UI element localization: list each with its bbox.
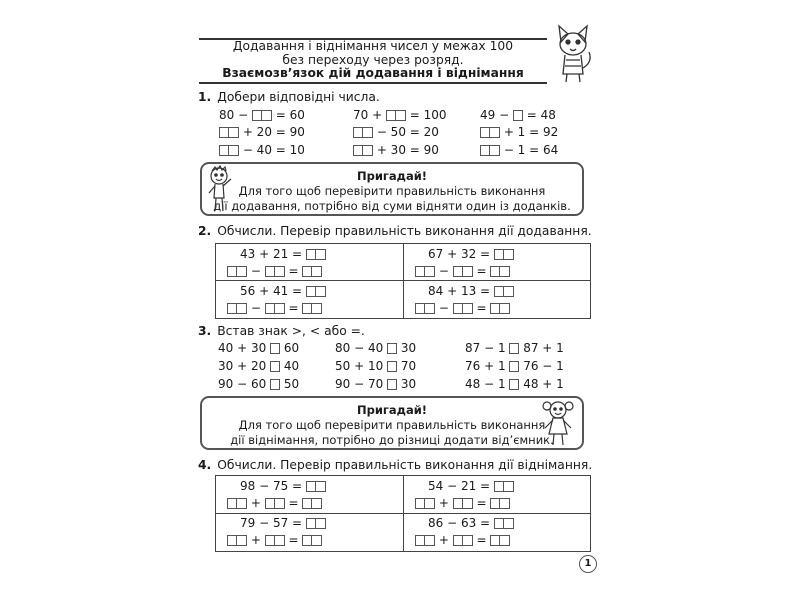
- comparison-right: 50: [280, 377, 300, 391]
- task-4-text: Обчисли. Перевір правильність виконання дії віднімання.: [217, 458, 593, 472]
- answer-box-cell: [490, 535, 500, 546]
- task-1-equation: [353, 125, 439, 139]
- task-3-comparison: [218, 341, 299, 355]
- comparison-left: 90 − 60: [218, 377, 271, 391]
- answer-box-cell: [275, 535, 285, 546]
- comparison-right: 60: [280, 341, 300, 355]
- answer-box-cell: [237, 266, 247, 277]
- task-2-heading: [198, 224, 592, 238]
- answer-box-cell: [509, 343, 519, 354]
- fox-mascot-icon: [553, 22, 593, 86]
- answer-box-cell: [270, 361, 280, 372]
- remember-2-title: Пригадай!: [356, 403, 428, 417]
- answer-box-cell: [415, 498, 425, 509]
- answer-box-cell: [227, 266, 237, 277]
- task-2-check-row: [415, 264, 510, 278]
- check-box-operand-2[interactable]: [453, 498, 473, 509]
- answer-box-cell: [265, 498, 275, 509]
- check-box-result[interactable]: [302, 535, 322, 546]
- check-box-operand-2[interactable]: [265, 498, 285, 509]
- answer-box[interactable]: [480, 127, 500, 138]
- sign-box[interactable]: [387, 379, 397, 390]
- task-3-comparison: [465, 377, 564, 391]
- answer-box-cell: [494, 481, 504, 492]
- answer-box[interactable]: [306, 518, 326, 529]
- answer-box-cell: [387, 379, 397, 390]
- answer-box-cell: [453, 535, 463, 546]
- sign-box[interactable]: [387, 361, 397, 372]
- check-box-result[interactable]: [302, 498, 322, 509]
- comparison-left: 90 − 70: [335, 377, 388, 391]
- answer-box-cell: [306, 286, 316, 297]
- expression-text: 43 + 21 =: [240, 247, 306, 261]
- check-box-result[interactable]: [302, 266, 322, 277]
- check-box-operand-1[interactable]: [415, 303, 435, 314]
- task-2-table-divider-v: [403, 244, 404, 318]
- answer-box-cell: [353, 127, 363, 138]
- answer-box[interactable]: [306, 249, 326, 260]
- answer-box-cell: [316, 481, 326, 492]
- answer-box-cell: [509, 361, 519, 372]
- answer-box-cell: [270, 379, 280, 390]
- answer-box-cell: [275, 303, 285, 314]
- answer-box[interactable]: [494, 286, 514, 297]
- task-4-expression: [240, 516, 326, 530]
- answer-box-cell: [504, 481, 514, 492]
- comparison-right: 87 + 1: [519, 341, 564, 355]
- remember-box-subtraction: [200, 396, 584, 450]
- answer-box-cell: [363, 127, 373, 138]
- answer-box-cell: [425, 266, 435, 277]
- answer-box-cell: [302, 498, 312, 509]
- task-2-expression: [428, 247, 514, 261]
- task-4-check-row: [227, 533, 322, 547]
- answer-box-cell: [500, 303, 510, 314]
- equation-text-right: + 1 = 92: [500, 125, 559, 139]
- task-4-number: 4.: [198, 458, 212, 472]
- answer-box-cell: [513, 110, 523, 121]
- expression-text: 79 − 57 =: [240, 516, 306, 530]
- comparison-right: 40: [280, 359, 300, 373]
- answer-box-cell: [490, 145, 500, 156]
- task-3-comparison: [465, 359, 564, 373]
- equals-sign: =: [284, 301, 303, 315]
- answer-box-cell: [316, 518, 326, 529]
- task-3-comparison: [218, 377, 299, 391]
- task-1-equation: [480, 125, 558, 139]
- girl-character-icon: [540, 398, 576, 448]
- equation-text-left: 49 −: [480, 108, 513, 122]
- check-box-result[interactable]: [490, 535, 510, 546]
- task-4-check-row: [415, 496, 510, 510]
- answer-box-cell: [387, 361, 397, 372]
- answer-box-cell: [270, 343, 280, 354]
- answer-box-cell: [504, 286, 514, 297]
- check-box-result[interactable]: [490, 266, 510, 277]
- equation-text-right: = 48: [522, 108, 556, 122]
- task-1-equation: [353, 143, 439, 157]
- comparison-right: 30: [397, 341, 417, 355]
- title-line-2: без переходу через розряд.: [282, 52, 464, 67]
- task-4-check-row: [227, 496, 322, 510]
- answer-box[interactable]: [219, 127, 239, 138]
- answer-box-cell: [415, 303, 425, 314]
- title-line-1: Додавання і віднімання чисел у межах 100: [232, 39, 514, 53]
- answer-box-cell: [316, 286, 326, 297]
- answer-box-cell: [252, 110, 262, 121]
- answer-box-cell: [500, 266, 510, 277]
- check-operator: +: [247, 533, 265, 547]
- answer-box-cell: [312, 498, 322, 509]
- answer-box[interactable]: [494, 481, 514, 492]
- answer-box[interactable]: [353, 127, 373, 138]
- remember-1-title: Пригадай!: [356, 169, 428, 183]
- equals-sign: =: [284, 264, 303, 278]
- task-3-heading: [198, 324, 365, 338]
- sign-box[interactable]: [509, 343, 519, 354]
- sign-box[interactable]: [387, 343, 397, 354]
- comparison-left: 50 + 10: [335, 359, 388, 373]
- task-3-comparison: [218, 359, 299, 373]
- equation-text-right: − 1 = 64: [500, 143, 559, 157]
- answer-box-cell: [237, 303, 247, 314]
- task-2-text: Обчисли. Перевір правильність виконання дії додавання.: [217, 224, 592, 238]
- remember-1-line-2: дії додавання, потрібно від суми відняти один із доданків.: [213, 199, 571, 213]
- check-box-operand-2[interactable]: [265, 266, 285, 277]
- check-box-operand-2[interactable]: [265, 535, 285, 546]
- answer-box-cell: [306, 518, 316, 529]
- task-3-comparison: [335, 359, 416, 373]
- task-3-comparison: [465, 341, 564, 355]
- answer-box-cell: [415, 266, 425, 277]
- task-4-expression: [240, 479, 326, 493]
- answer-box-cell: [463, 303, 473, 314]
- expression-text: 84 + 13 =: [428, 284, 494, 298]
- answer-box-cell: [229, 145, 239, 156]
- answer-box-cell: [463, 266, 473, 277]
- answer-box-cell: [306, 249, 316, 260]
- expression-text: 67 + 32 =: [428, 247, 494, 261]
- check-box-operand-1[interactable]: [415, 535, 435, 546]
- task-3-text: Встав знак >, < або =.: [217, 324, 365, 338]
- answer-box[interactable]: [480, 145, 500, 156]
- check-box-operand-1[interactable]: [227, 266, 247, 277]
- check-operator: −: [435, 264, 453, 278]
- task-1-equation: [219, 108, 305, 122]
- answer-box-cell: [363, 145, 373, 156]
- answer-box-cell: [302, 303, 312, 314]
- comparison-left: 80 − 40: [335, 341, 388, 355]
- task-4-heading: [198, 458, 592, 472]
- answer-box-cell: [302, 535, 312, 546]
- answer-box-cell: [500, 498, 510, 509]
- comparison-right: 76 − 1: [519, 359, 564, 373]
- sign-box[interactable]: [270, 379, 280, 390]
- answer-box[interactable]: [306, 481, 326, 492]
- answer-box-cell: [504, 518, 514, 529]
- task-4-check-row: [415, 533, 510, 547]
- check-box-result[interactable]: [490, 498, 510, 509]
- answer-box-cell: [425, 303, 435, 314]
- task-2-check-row: [227, 301, 322, 315]
- comparison-left: 76 + 1: [465, 359, 510, 373]
- answer-box-cell: [312, 535, 322, 546]
- answer-box-cell: [227, 498, 237, 509]
- answer-box[interactable]: [513, 110, 523, 121]
- check-operator: −: [247, 301, 265, 315]
- comparison-left: 87 − 1: [465, 341, 510, 355]
- equation-text-right: + 20 = 90: [239, 125, 305, 139]
- comparison-left: 30 + 20: [218, 359, 271, 373]
- check-operator: −: [435, 301, 453, 315]
- answer-box-cell: [227, 535, 237, 546]
- expression-text: 98 − 75 =: [240, 479, 306, 493]
- answer-box-cell: [237, 535, 247, 546]
- remember-2-line-1: Для того щоб перевірити правильність виконання: [238, 418, 546, 432]
- answer-box-cell: [509, 379, 519, 390]
- answer-box[interactable]: [353, 145, 373, 156]
- answer-box[interactable]: [252, 110, 272, 121]
- task-3-comparison: [335, 377, 416, 391]
- task-2-table-divider-h: [216, 280, 590, 281]
- equals-sign: =: [472, 496, 491, 510]
- remember-1-line-1: Для того щоб перевірити правильність виконання: [238, 184, 546, 198]
- check-operator: +: [247, 496, 265, 510]
- answer-box-cell: [494, 286, 504, 297]
- equation-text-right: + 30 = 90: [373, 143, 439, 157]
- header-bottom-rule: [199, 82, 547, 84]
- answer-box-cell: [262, 110, 272, 121]
- answer-box-cell: [463, 535, 473, 546]
- answer-box-cell: [494, 249, 504, 260]
- answer-box[interactable]: [306, 286, 326, 297]
- check-box-operand-1[interactable]: [415, 498, 435, 509]
- task-2-expression: [428, 284, 514, 298]
- task-1-heading: [198, 90, 380, 104]
- task-3-comparison: [335, 341, 416, 355]
- remember-box-addition: [200, 162, 584, 216]
- comparison-right: 70: [397, 359, 417, 373]
- answer-box-cell: [453, 303, 463, 314]
- expression-text: 86 − 63 =: [428, 516, 494, 530]
- answer-box-cell: [312, 266, 322, 277]
- answer-box-cell: [387, 343, 397, 354]
- answer-box-cell: [504, 249, 514, 260]
- answer-box-cell: [219, 127, 229, 138]
- task-2-expression: [240, 247, 326, 261]
- task-2-check-row: [227, 264, 322, 278]
- check-box-result[interactable]: [302, 303, 322, 314]
- task-2-expression: [240, 284, 326, 298]
- check-box-operand-1[interactable]: [227, 303, 247, 314]
- answer-box-cell: [415, 535, 425, 546]
- answer-box-cell: [490, 266, 500, 277]
- answer-box-cell: [490, 303, 500, 314]
- answer-box-cell: [494, 518, 504, 529]
- equation-text-left: 70 +: [353, 108, 386, 122]
- equals-sign: =: [284, 533, 303, 547]
- equation-text-right: = 100: [405, 108, 447, 122]
- answer-box-cell: [386, 110, 396, 121]
- task-4-expression: [428, 479, 514, 493]
- check-box-operand-1[interactable]: [415, 266, 435, 277]
- answer-box-cell: [453, 266, 463, 277]
- answer-box-cell: [490, 127, 500, 138]
- check-box-operand-2[interactable]: [453, 266, 473, 277]
- answer-box-cell: [490, 498, 500, 509]
- page-title: [199, 40, 547, 81]
- comparison-left: 48 − 1: [465, 377, 510, 391]
- answer-box[interactable]: [494, 249, 514, 260]
- answer-box-cell: [227, 303, 237, 314]
- remember-2-line-2: дії віднімання, потрібно до різниці додати від’ємник.: [230, 433, 554, 447]
- expression-text: 56 + 41 =: [240, 284, 306, 298]
- answer-box-cell: [237, 498, 247, 509]
- answer-box-cell: [463, 498, 473, 509]
- answer-box-cell: [302, 266, 312, 277]
- title-line-3: Взаємозв’язок дій додавання і віднімання: [222, 66, 524, 80]
- equation-text-right: − 40 = 10: [239, 143, 305, 157]
- answer-box-cell: [396, 110, 406, 121]
- task-2-check-row: [415, 301, 510, 315]
- equals-sign: =: [472, 533, 491, 547]
- answer-box-cell: [425, 498, 435, 509]
- check-box-operand-2[interactable]: [453, 303, 473, 314]
- task-1-equation: [219, 125, 305, 139]
- answer-box-cell: [480, 127, 490, 138]
- equals-sign: =: [472, 264, 491, 278]
- equals-sign: =: [472, 301, 491, 315]
- answer-box-cell: [480, 145, 490, 156]
- page-number: 1: [579, 555, 597, 573]
- answer-box[interactable]: [494, 518, 514, 529]
- task-1-text: Добери відповідні числа.: [217, 90, 380, 104]
- answer-box-cell: [265, 535, 275, 546]
- answer-box-cell: [229, 127, 239, 138]
- boy-character-icon: [206, 165, 236, 215]
- answer-box-cell: [275, 266, 285, 277]
- check-operator: +: [435, 533, 453, 547]
- task-4-expression: [428, 516, 514, 530]
- sign-box[interactable]: [270, 343, 280, 354]
- expression-text: 54 − 21 =: [428, 479, 494, 493]
- check-box-result[interactable]: [490, 303, 510, 314]
- equation-text-right: = 60: [271, 108, 305, 122]
- comparison-right: 48 + 1: [519, 377, 564, 391]
- check-operator: −: [247, 264, 265, 278]
- answer-box-cell: [265, 303, 275, 314]
- equation-text-right: − 50 = 20: [373, 125, 439, 139]
- check-operator: +: [435, 496, 453, 510]
- task-1-equation: [353, 108, 447, 122]
- task-4-table-divider-h: [216, 513, 590, 514]
- answer-box-cell: [425, 535, 435, 546]
- task-2-number: 2.: [198, 224, 212, 238]
- answer-box-cell: [500, 535, 510, 546]
- check-box-operand-1[interactable]: [227, 498, 247, 509]
- task-1-equation: [219, 143, 305, 157]
- answer-box[interactable]: [386, 110, 406, 121]
- sign-box[interactable]: [509, 361, 519, 372]
- sign-box[interactable]: [270, 361, 280, 372]
- check-box-operand-1[interactable]: [227, 535, 247, 546]
- task-1-equation: [480, 143, 558, 157]
- comparison-left: 40 + 30: [218, 341, 271, 355]
- sign-box[interactable]: [509, 379, 519, 390]
- answer-box-cell: [265, 266, 275, 277]
- answer-box[interactable]: [219, 145, 239, 156]
- answer-box-cell: [353, 145, 363, 156]
- task-1-number: 1.: [198, 90, 212, 104]
- answer-box-cell: [312, 303, 322, 314]
- answer-box-cell: [275, 498, 285, 509]
- task-3-number: 3.: [198, 324, 212, 338]
- answer-box-cell: [316, 249, 326, 260]
- task-1-equation: [480, 108, 556, 122]
- answer-box-cell: [219, 145, 229, 156]
- comparison-right: 30: [397, 377, 417, 391]
- check-box-operand-2[interactable]: [265, 303, 285, 314]
- answer-box-cell: [306, 481, 316, 492]
- equation-text-left: 80 −: [219, 108, 252, 122]
- check-box-operand-2[interactable]: [453, 535, 473, 546]
- equals-sign: =: [284, 496, 303, 510]
- answer-box-cell: [453, 498, 463, 509]
